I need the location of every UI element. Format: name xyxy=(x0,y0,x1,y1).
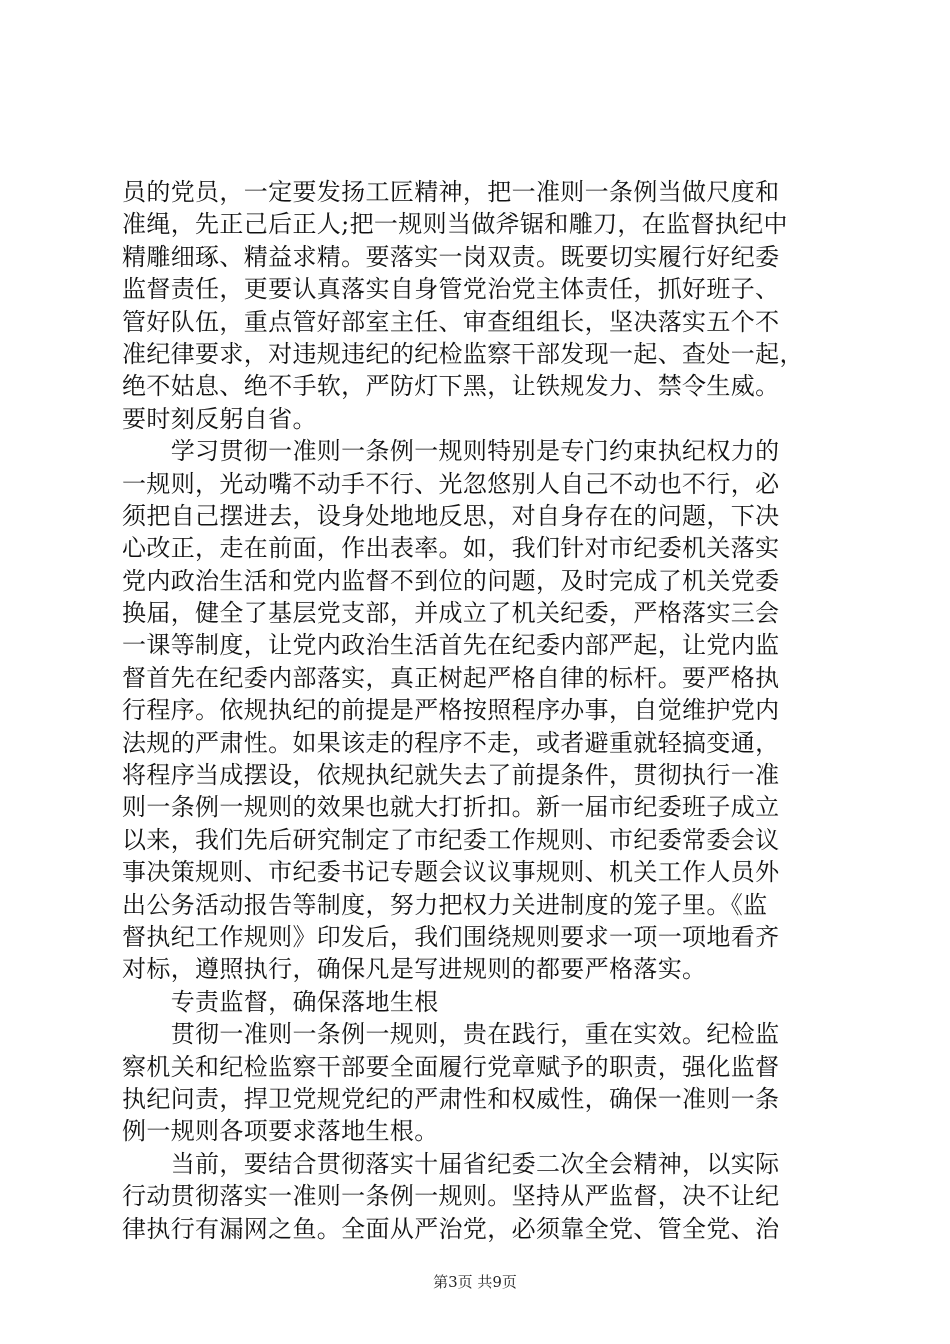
text-line: 行程序。依规执纪的前提是严格按照程序办事，自觉维护党内 xyxy=(122,696,780,725)
text-line: 则一条例一规则的效果也就大打折扣。新一届市纪委班子成立 xyxy=(122,793,780,822)
text-line: 要时刻反躬自省。 xyxy=(122,404,317,433)
text-line: 当前，要结合贯彻落实十届省纪委二次全会精神，以实际 xyxy=(122,1149,780,1178)
text-line: 以来，我们先后研究制定了市纪委工作规则、市纪委常委会议 xyxy=(122,825,780,854)
body-text xyxy=(122,176,842,1245)
text-line: 绝不姑息、绝不手软，严防灯下黑，让铁规发力、禁令生威。 xyxy=(122,372,780,401)
text-line: 一规则，光动嘴不动手不行、光忽悠别人自己不动也不行，必 xyxy=(122,469,780,498)
text-line: 准绳，先正己后正人;把一规则当做斧锯和雕刀，在监督执纪中 xyxy=(122,210,788,239)
text-line: 须把自己摆进去，设身处地地反思，对自身存在的问题，下决 xyxy=(122,501,780,530)
text-line: 法规的严肃性。如果该走的程序不走，或者避重就轻搞变通， xyxy=(122,728,780,757)
text-line: 监督责任，更要认真落实自身管党治党主体责任，抓好班子、 xyxy=(122,275,780,304)
text-line: 管好队伍，重点管好部室主任、审查组组长，坚决落实五个不 xyxy=(122,307,780,336)
text-line: 换届，健全了基层党支部，并成立了机关纪委，严格落实三会 xyxy=(122,599,780,628)
text-line: 律执行有漏网之鱼。全面从严治党，必须靠全党、管全党、治 xyxy=(122,1214,780,1243)
text-line: 精雕细琢、精益求精。要落实一岗双责。既要切实履行好纪委 xyxy=(122,242,780,271)
section-heading: 专责监督，确保落地生根 xyxy=(122,987,439,1016)
text-line: 例一规则各项要求落地生根。 xyxy=(122,1117,439,1146)
text-line: 心改正，走在前面，作出表率。如，我们针对市纪委机关落实 xyxy=(122,534,780,563)
text-line: 党内政治生活和党内监督不到位的问题，及时完成了机关党委 xyxy=(122,566,780,595)
text-line: 督执纪工作规则》印发后，我们围绕规则要求一项一项地看齐 xyxy=(122,922,780,951)
text-line: 事决策规则、市纪委书记专题会议议事规则、机关工作人员外 xyxy=(122,858,780,887)
text-line: 察机关和纪检监察干部要全面履行党章赋予的职责，强化监督 xyxy=(122,1052,780,1081)
text-line: 执纪问责，捍卫党规党纪的严肃性和权威性，确保一准则一条 xyxy=(122,1084,780,1113)
text-line: 准纪律要求，对违规违纪的纪检监察干部发现一起、查处一起， xyxy=(122,339,804,368)
text-line: 员的党员，一定要发扬工匠精神，把一准则一条例当做尺度和 xyxy=(122,178,780,206)
text-line: 学习贯彻一准则一条例一规则特别是专门约束执纪权力的 xyxy=(122,437,780,466)
text-line: 出公务活动报告等制度，努力把权力关进制度的笼子里。《监 xyxy=(122,890,768,919)
text-line: 贯彻一准则一条例一规则，贵在践行，重在实效。纪检监 xyxy=(122,1020,780,1049)
page-number-footer: 第3页 共9页 xyxy=(433,1273,517,1291)
text-line: 将程序当成摆设，依规执纪就失去了前提条件，贯彻执行一准 xyxy=(122,761,780,790)
text-line: 对标，遵照执行，确保凡是写进规则的都要严格落实。 xyxy=(122,955,707,984)
text-line: 督首先在纪委内部落实，真正树起严格自律的标杆。要严格执 xyxy=(122,663,780,692)
text-line: 行动贯彻落实一准则一条例一规则。坚持从严监督，决不让纪 xyxy=(122,1182,780,1211)
text-line: 一课等制度，让党内政治生活首先在纪委内部严起，让党内监 xyxy=(122,631,780,660)
